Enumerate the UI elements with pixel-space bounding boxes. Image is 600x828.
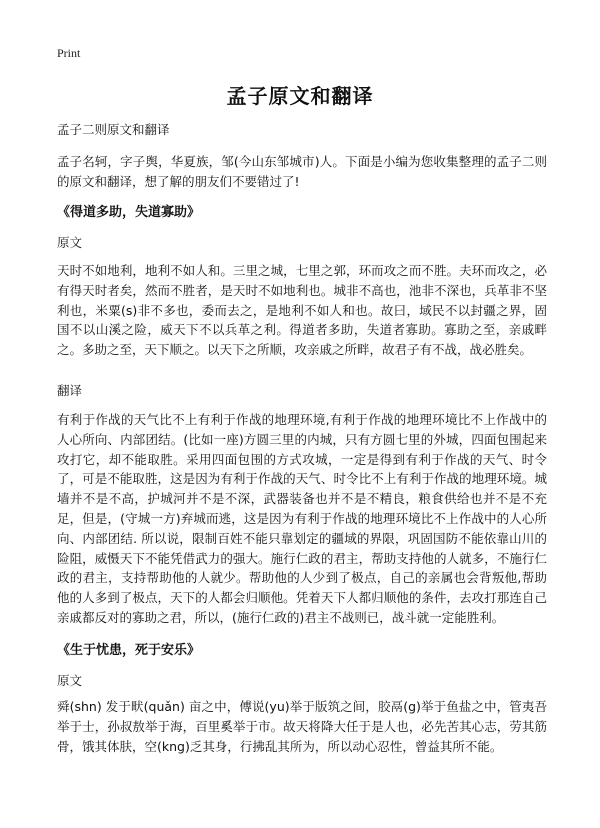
intro-paragraph: 孟子名轲，字子舆，华夏族，邹(今山东邹城市)人。下面是小编为您收集整理的孟子二则的原文和翻译，想了解的朋友们不要错过了! (57, 154, 547, 189)
section-1-translation-text: 有利于作战的天气比不上有利于作战的地理环境,有利于作战的地理环境比不上作战中的人心所向、内部团结。(比如一座)方圆三里的内城，只有方圆七里的外城，四面包围起来攻打它，却不能取胜。采用四面包围的方式攻城，一定是得到有利于作战的天气、时令了，可是不能取胜，这是因为有利于作战的天气、时令比不上有利于作战的地理环境。城墙并不是不高，护城河并不是不深，武器装备也并不是不精良，粮食供给也并不是不充足，但是，(守城一方)弃城而逃，这是因为有利于作战的地理环境比不上作战中的人心所向、内部团结. 所以说，限制百姓不能只靠划定的疆域的界限，巩固国防不能依靠山川的险阻，威慑天下不能凭借武力的强大。施行仁政的君主，帮助支持他的人就多，不施行仁政的君主，支持帮助他的人就少。帮助他的人少到了极点，自己的亲属也会背叛他,帮助他的人多到了极点，天下的人都会归顺他。凭着天下人都归顺他的条件，去攻打那连自己亲戚都反对的寡助之君，所以，(施行仁政的)君主不战则已，战斗就一定能胜利。 (57, 412, 547, 625)
print-link[interactable]: Print (57, 46, 81, 60)
section-1-translation-label: 翻译 (57, 383, 83, 398)
section-2-original-text: 舜(shn) 发于畎(quǎn) 亩之中，傅说(yu)举于版筑之间，胶鬲(g)举于鱼盐之中，管夷吾举于士，孙叔敖举于海，百里奚举于市。故天将降大任于是人也，必先苦其心志，劳其筋骨，饿其体肤，空(kng)乏其身，行拂乱其所为，所以动心忍性，曾益其所不能。 (57, 699, 547, 754)
section-1-original-label: 原文 (57, 235, 83, 250)
section-2-original-label: 原文 (57, 673, 83, 688)
section-heading-1: 《得道多助，失道寡助》 (57, 205, 201, 220)
page-title: 孟子原文和翻译 (226, 84, 374, 108)
section-heading-2: 《生于忧患，死于安乐》 (57, 643, 201, 658)
section-1-original-text: 天时不如地利，地利不如人和。三里之城，七里之郭，环而攻之而不胜。夫环而攻之，必有得天时者矣，然而不胜者，是天时不如地利也。城非不高也，池非不深也，兵革非不坚利也，米粟(s)非不多也，委而去之，是地利不如人和也。故曰，域民不以封疆之界，固国不以山溪之险，威天下不以兵革之利。得道者多助，失道者寡助。寡助之至，亲戚畔之。多助之至，天下顺之。以天下之所顺，攻亲戚之所畔，故君子有不战，战必胜矣。 (57, 263, 547, 358)
article-subtitle: 孟子二则原文和翻译 (57, 122, 170, 137)
